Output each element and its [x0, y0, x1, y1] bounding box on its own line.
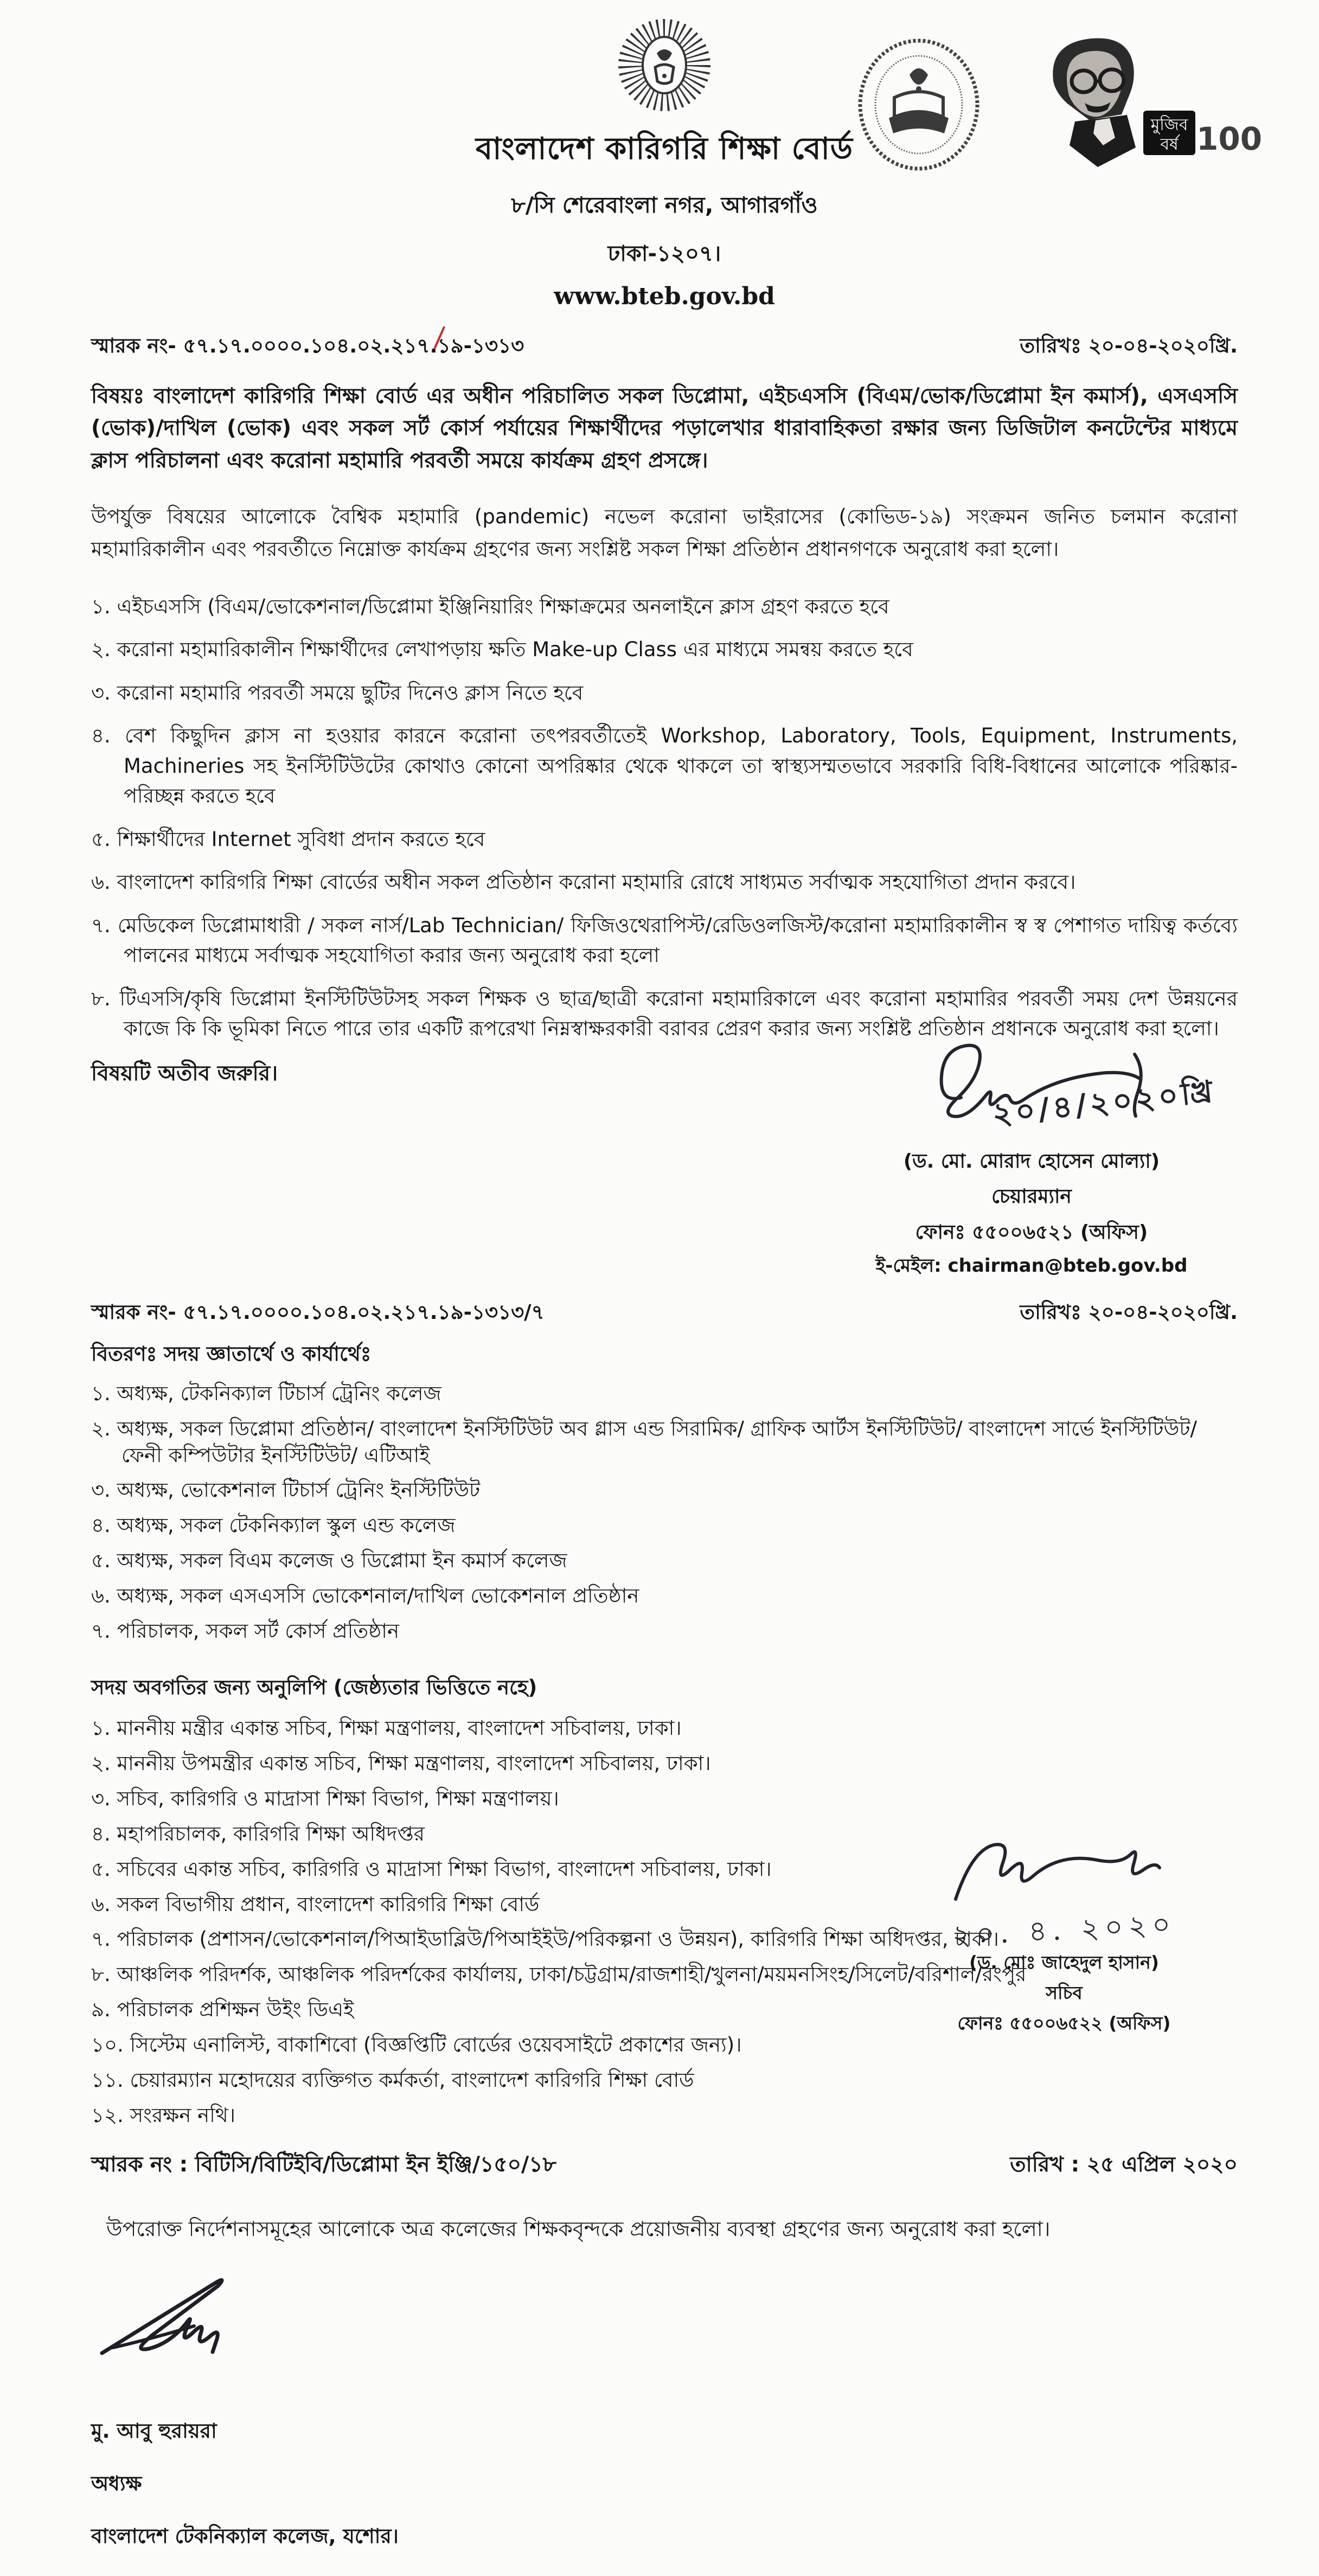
principal-name: মু. আবু হুরায়রা — [91, 2419, 217, 2443]
directive-item: ১. এইচএসসি (বিএম/ভোকেশনাল/ডিপ্লোমা ইঞ্জিনিয়ারিং শিক্ষাক্রমের অনলাইনে ক্লাস গ্রহণ করতে হবে — [91, 594, 889, 618]
cc-item: ১২. সংরক্ষন নথি। — [91, 2103, 235, 2127]
org-address-line2: ঢাকা-১২০৭। — [607, 241, 721, 266]
chairman-email: ই-মেইল: chairman@bteb.gov.bd — [875, 1255, 1188, 1277]
urgency-note: বিষয়টি অতীব জরুরি। — [91, 1061, 278, 1086]
distribution-item: ৬. অধ্যক্ষ, সকল এসএসসি ভোকেশনাল/দাখিল ভোকেশনাল প্রতিষ্ঠান — [91, 1584, 639, 1607]
mujib-logo-number: 100 — [1196, 120, 1263, 157]
cc-item: ১. মাননীয় মন্ত্রীর একান্ত সচিব, শিক্ষা মন্ত্রণালয়, বাংলাদেশ সচিবালয়, ঢাকা। — [91, 1716, 682, 1740]
memo-number-3: স্মারক নং : বিটিসি/বিটিইবি/ডিপ্লোমা ইন ইঞ্জি/১৫০/১৮ — [91, 2152, 556, 2177]
memo-date-3: তারিখ : ২৫ এপ্রিল ২০২০ — [1010, 2152, 1238, 2177]
cc-item: ১১. চেয়ারম্যান মহোদয়ের ব্যক্তিগত কর্মকর্তা, বাংলাদেশ কারিগরি শিক্ষা বোর্ড — [91, 2068, 694, 2092]
org-website: www.bteb.gov.bd — [554, 283, 775, 310]
principal-designation: অধ্যক্ষ — [91, 2472, 142, 2496]
cc-item: ৮. আঞ্চলিক পরিদর্শক, আঞ্চলিক পরিদর্শকের কার্যালয়, ঢাকা/চট্টগ্রাম/রাজশাহী/খুলনা/ময়মনসিংহ/সিলেট/বরিশাল/রংপুর — [91, 1963, 1027, 1987]
cc-item: ৭. পরিচালক (প্রশাসন/ভোকেশনাল/পিআইডাব্লিউ/পিআইইউ/পরিকল্পনা ও উন্নয়ন), কারিগরি শিক্ষা অধিদপ্তর, ঢাকা। — [91, 1927, 999, 1951]
secretary-designation: সচিব — [1046, 1982, 1083, 2004]
secretary-signature — [934, 1829, 1194, 1921]
secretary-name: (ড. মোঃ জাহেদুল হাসান) — [969, 1952, 1159, 1973]
directive-item: ৭. মেডিকেল ডিপ্লোমাধারী / সকল নার্স/Lab Technician/ ফিজিওথেরাপিস্ট/রেডিওলজিস্ট/করোনা মহামারিকালীন স্ব স্ব পেশাগত দায়িত্ব কর্তব্যে পালনের মাধ্যমে সর্বাত্মক সহযোগিতা করার জন্য অনুরোধ করা হলো — [91, 913, 1238, 967]
memo-number-1: স্মারক নং- ৫৭.১৭.০০০০.১০৪.০২.২১৭.১৯-১৩১৩ — [91, 334, 524, 357]
distribution-item: ৩. অধ্যক্ষ, ভোকেশনাল টিচার্স ট্রেনিং ইনস্টিটিউট — [91, 1478, 481, 1502]
mujib-borsho-100-logo — [1037, 29, 1263, 173]
chairman-signature-block — [825, 1033, 1238, 1277]
directive-item: ২. করোনা মহামারিকালীন শিক্ষার্থীদের লেখাপড়ায় ক্ষতি Make-up Class এর মাধ্যমে সমন্বয় করতে হবে — [91, 638, 913, 662]
memo-number-2: স্মারক নং- ৫৭.১৭.০০০০.১০৪.০২.২১৭.১৯-১৩১৩/৭ — [91, 1300, 545, 1324]
distribution-item: ৪. অধ্যক্ষ, সকল টেকনিক্যাল স্কুল এন্ড কলেজ — [91, 1514, 456, 1537]
org-name: বাংলাদেশ কারিগরি শিক্ষা বোর্ড — [476, 131, 853, 166]
cc-item: ৯. পরিচালক প্রশিক্ষন উইং ডিএই — [91, 1998, 354, 2022]
directive-item: ৬. বাংলাদেশ কারিগরি শিক্ষা বোর্ডের অধীন সকল প্রতিষ্ঠান করোনা মহামারি রোধে সাধ্যমত সর্বাত্মক সহযোগিতা প্রদান করবে। — [91, 870, 1076, 894]
cc-heading: সদয় অবগতির জন্য অনুলিপি (জেষ্ঠ্যতার ভিত্তিতে নহে) — [91, 1676, 537, 1700]
principal-signature-block — [91, 2266, 1238, 2554]
org-address-line1: ৮/সি শেরেবাংলা নগর, আগারগাঁও — [511, 192, 818, 218]
bteb-monogram-logo — [617, 15, 712, 116]
intro-paragraph: উপর্যুক্ত বিষয়ের আলোকে বৈশ্বিক মহামারি (pandemic) নভেল করোনা ভাইরাসের (কোভিড-১৯) সংক্রমন জনিত চলমান করোনা মহামারিকালীন এবং পরবর্তীতে নিম্নোক্ত কার্যক্রম গ্রহণের জন্য সংশ্লিষ্ট সকল শিক্ষা প্রতিষ্ঠান প্রধানগণকে অনুরোধ করা হলো। — [91, 504, 1238, 561]
cc-section — [91, 1671, 1238, 2129]
cc-item: ৬. সকল বিভাগীয় প্রধান, বাংলাদেশ কারিগরি শিক্ষা বোর্ড — [91, 1892, 540, 1916]
subject-line: বিষয়ঃ বাংলাদেশ কারিগরি শিক্ষা বোর্ড এর অধীন পরিচালিত সকল ডিপ্লোমা, এইচএসসি (বিএম/ভোক/ডিপ্লোমা ইন কমার্স), এসএসসি (ভোক)/দাখিল (ভোক) এবং সকল সর্ট কোর্স পর্যায়ের শিক্ষার্থীদের পড়ালেখার ধারাবাহিকতা রক্ষার জন্য ডিজিটাল কনটেন্টের মাধ্যমে ক্লাস পরিচালনা এবং করোনা মহামারি পরবর্তী সময়ে কার্যক্রম গ্রহণ প্রসঙ্গে। — [91, 384, 1238, 473]
secretary-handwritten-date: ২০. ৪. ২০২০ — [951, 1908, 1177, 1953]
memo-line-2 — [91, 1296, 1238, 1330]
memo-line-1 — [91, 330, 1238, 364]
forward-note: উপরোক্ত নির্দেশনাসমূহের আলোকে অত্র কলেজের শিক্ষকবৃন্দকে প্রয়োজনীয় ব্যবস্থা গ্রহণের জন্য অনুরোধ করা হলো। — [106, 2217, 1051, 2241]
chairman-handwritten-date: ২০/৪/২০২০খ্রি — [990, 1073, 1218, 1132]
distribution-item: ৭. পরিচালক, সকল সর্ট কোর্স প্রতিষ্ঠান — [91, 1619, 400, 1643]
cc-item: ৫. সচিবের একান্ত সচিব, কারিগরি ও মাদ্রাসা শিক্ষা বিভাগ, বাংলাদেশ সচিবালয়, ঢাকা। — [91, 1857, 772, 1881]
secretary-phone: ফোনঃ ৫৫০০৬৫২২ (অফিস) — [957, 2013, 1171, 2034]
directive-item: ৫. শিক্ষার্থীদের Internet সুবিধা প্রদান করতে হবে — [91, 827, 485, 851]
distribution-item: ৫. অধ্যক্ষ, সকল বিএম কলেজ ও ডিপ্লোমা ইন কমার্স কলেজ — [91, 1548, 567, 1572]
chairman-name: (ড. মো. মোরাদ হোসেন মোল্যা) — [903, 1150, 1160, 1172]
letterhead — [91, 15, 1263, 310]
education-board-seal — [855, 37, 983, 172]
memo-date-2: তারিখঃ ২০-০৪-২০২০খ্রি. — [1020, 1300, 1238, 1324]
cc-item: ৩. সচিব, কারিগরি ও মাদ্রাসা শিক্ষা বিভাগ, শিক্ষা মন্ত্রণালয়। — [91, 1787, 559, 1811]
directive-item: ৩. করোনা মহামারি পরবর্তী সময়ে ছুটির দিনেও ক্লাস নিতে হবে — [91, 681, 584, 704]
distribution-item: ১. অধ্যক্ষ, টেকনিক্যাল টিচার্স ট্রেনিং কলেজ — [91, 1381, 441, 1405]
distribution-item: ২. অধ্যক্ষ, সকল ডিপ্লোমা প্রতিষ্ঠান/ বাংলাদেশ ইনস্টিটিউট অব গ্লাস এন্ড সিরামিক/ গ্রাফিক আর্টস ইনস্টিটিউট/ বাংলাদেশ সার্ভে ইনস্টিটিউট/ ফেনী কম্পিউটার ইনস্টিটিউট/ এটিআই — [91, 1417, 1197, 1467]
mujib-logo-line2: বর্ষ — [1160, 135, 1179, 154]
directives-list — [91, 592, 1238, 1044]
memo-date-1: তারিখঃ ২০-০৪-২০২০খ্রি. — [1020, 334, 1238, 357]
directive-item: ৮. টিএসসি/কৃষি ডিপ্লোমা ইনস্টিটিউটসহ সকল শিক্ষক ও ছাত্র/ছাত্রী করোনা মহামারিকালে এবং করোনা মহামারির পরবর্তী সময় দেশ উন্নয়নের কাজে কি কি ভূমিকা নিতে পারে তার একটি রূপরেখা নিম্নস্বাক্ষরকারী বরাবর প্রেরণ করার জন্য সংশ্লিষ্ট প্রতিষ্ঠান প্রধানকে অনুরোধ করা হলো। — [91, 986, 1238, 1041]
cc-item: ২. মাননীয় উপমন্ত্রীর একান্ত সচিব, শিক্ষা মন্ত্রণালয়, বাংলাদেশ সচিবালয়, ঢাকা। — [91, 1752, 711, 1776]
cc-item: ৪. মহাপরিচালক, কারিগরি শিক্ষা অধিদপ্তর — [91, 1822, 425, 1846]
cc-item: ১০. সিস্টেম এনালিস্ট, বাকাশিবো (বিজ্ঞপ্তিটি বোর্ডের ওয়েবসাইটে প্রকাশের জন্য)। — [91, 2033, 742, 2056]
chairman-phone: ফোনঃ ৫৫০০৬৫২১ (অফিস) — [915, 1221, 1148, 1244]
distribution-heading: বিতরণঃ সদয় জ্ঞাতার্থে ও কার্যার্থেঃ — [91, 1342, 372, 1366]
directive-item: ৪. বেশ কিছুদিন ক্লাস না হওয়ার কারনে করোনা তৎপরবর্তীতেই Workshop, Laboratory, Tools, Equipment, Instruments, Machineries সহ ইনস্টিটিউটের কোথাও কোনো অপরিষ্কার থেকে থাকলে তা স্বাস্থ্যসম্মতভাবে সরকারি বিধি-বিধানের আলোকে পরিষ্কার-পরিচ্ছন্ন করতে হবে — [91, 724, 1238, 808]
principal-signature — [91, 2266, 319, 2396]
mujib-logo-line1: মুজিব — [1150, 116, 1188, 134]
chairman-signature — [880, 1033, 1218, 1157]
principal-institution: বাংলাদেশ টেকনিক্যাল কলেজ, যশোর। — [91, 2524, 399, 2548]
chairman-designation: চেয়ারম্যান — [991, 1186, 1072, 1208]
distribution-list — [91, 1381, 1238, 1645]
secretary-signature-block — [896, 1829, 1232, 2034]
memo-line-3 — [91, 2148, 1238, 2183]
